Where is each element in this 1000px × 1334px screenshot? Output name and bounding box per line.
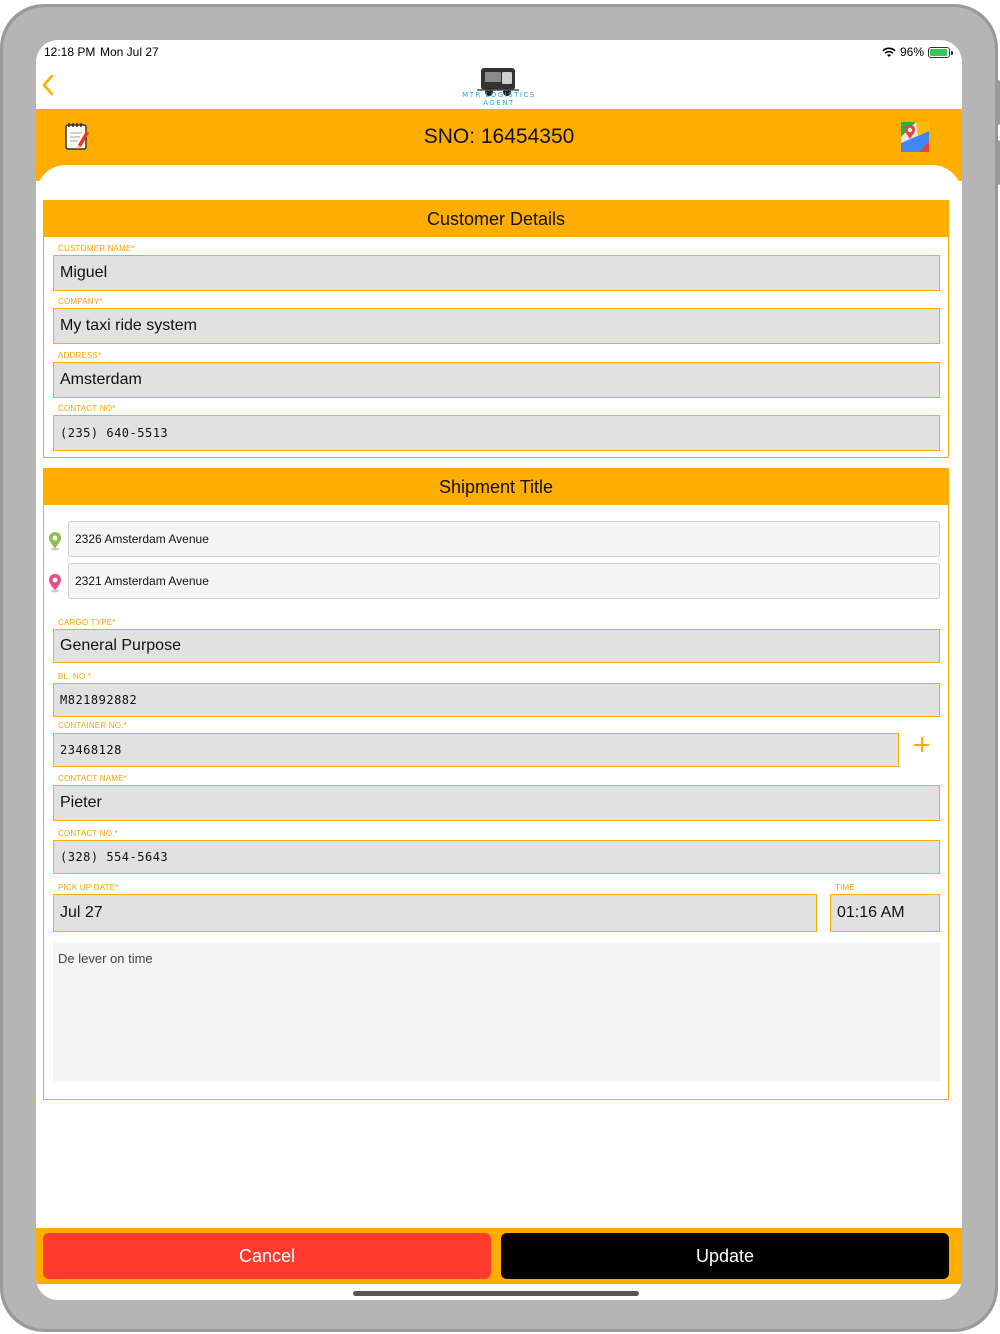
contact-name-field[interactable]: Pieter [53,785,940,821]
status-time: 12:18 PM [44,45,96,59]
contact-no-field[interactable]: (235) 640-5513 [53,415,940,451]
back-button[interactable] [38,72,60,98]
cancel-button[interactable]: Cancel [43,1233,491,1279]
time-label: TIME [835,883,855,892]
add-container-button[interactable] [912,735,932,755]
cargo-type-field[interactable]: General Purpose [53,629,940,663]
address-label: ADDRESS* [58,351,102,360]
bottom-action-bar [36,1228,962,1284]
shipment-contact-no-label: CONTACT NO.* [58,829,118,838]
contact-no-label: CONTACT NO* [58,404,116,413]
wifi-icon [882,47,896,58]
green-pin-icon [48,531,62,551]
contact-name-label: CONTACT NAME* [58,774,127,783]
shipment-number: SNO: 16454350 [423,125,575,148]
update-button[interactable]: Update [501,1233,949,1279]
container-no-field[interactable]: 23468128 [53,733,899,767]
company-field[interactable]: My taxi ride system [53,308,940,344]
shipment-contact-no-field[interactable]: (328) 554-5643 [53,840,940,874]
container-no-label: CONTAINER NO.* [58,721,127,730]
status-date: Mon Jul 27 [100,45,159,59]
customer-name-field[interactable]: Miguel [53,255,940,291]
map-icon [900,121,930,153]
cargo-type-label: CARGO TYPE* [58,618,116,627]
battery-fill [930,49,947,56]
status-bar [36,40,962,64]
nav-bar [36,64,962,108]
home-indicator[interactable] [353,1291,639,1296]
volume-button [995,80,1000,125]
company-label: COMPANY* [58,297,103,306]
pickup-location-field[interactable]: 2326 Amsterdam Avenue [68,521,940,557]
logo-text: MTR LOGISTICS AGENT [462,91,536,107]
customer-details-section [43,200,949,458]
shipment-title: Shipment Title [44,469,948,505]
time-field[interactable]: 01:16 AM [830,894,940,932]
shipment-section [43,468,949,1100]
battery-percent: 96% [899,45,924,59]
battery-icon [928,47,950,58]
pickup-date-field[interactable]: Jul 27 [53,894,817,932]
bl-no-label: BL. NO.* [58,672,92,681]
customer-details-title: Customer Details [44,201,948,237]
pickup-date-label: PICK UP DATE* [58,883,119,892]
battery-cap [951,51,953,55]
dropoff-location-field[interactable]: 2321 Amsterdam Avenue [68,563,940,599]
app-logo [449,64,549,108]
map-button[interactable] [900,121,930,153]
chevron-left-icon [38,72,60,98]
red-pin-icon [48,573,62,593]
customer-name-label: CUSTOMER NAME* [58,244,135,253]
volume-button-2 [995,140,1000,185]
status-right [882,45,950,59]
address-field[interactable]: Amsterdam [53,362,940,398]
notes-field[interactable]: De lever on time [53,943,940,1081]
bl-no-field[interactable]: M821892882 [53,683,940,717]
app-screen [36,40,962,1300]
